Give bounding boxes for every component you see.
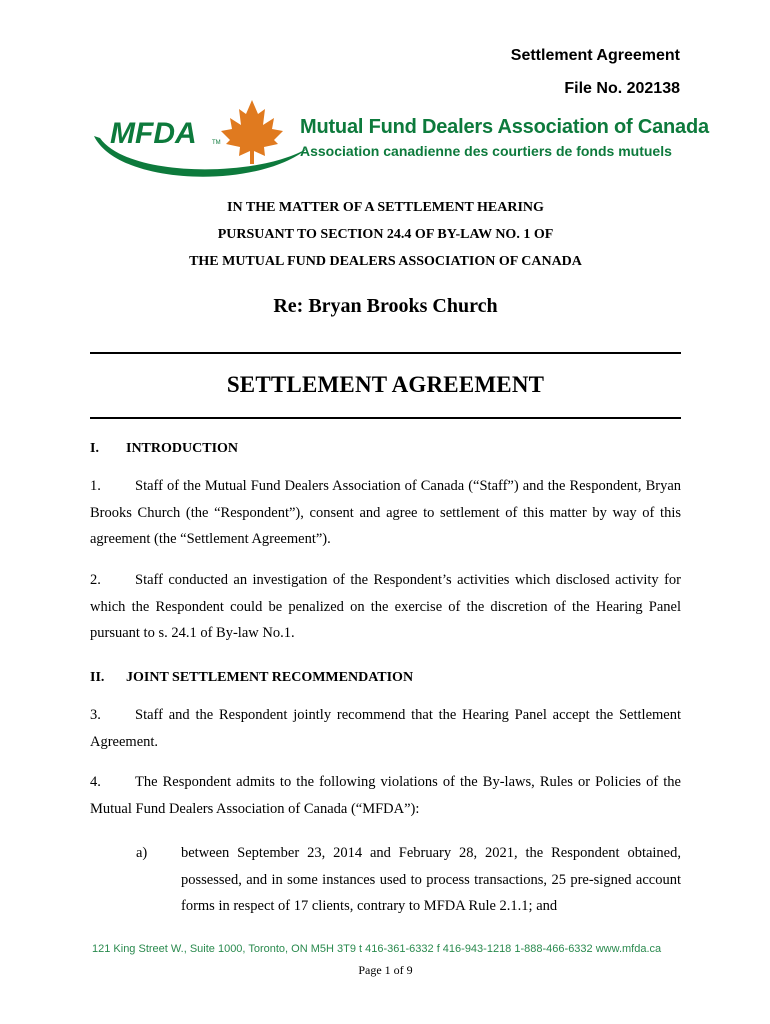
section-heading-joint-settlement [90, 670, 413, 686]
mfda-logo [88, 98, 678, 183]
section-number: II. [90, 670, 105, 685]
footer-contact [92, 943, 678, 955]
footer-telephone: t 416-361-6332 [359, 943, 434, 955]
paragraph-text: Staff of the Mutual Fund Dealers Association of Canada (“Staff”) and the Respondent, Bryan Brooks Church (the “Respondent”), consent and agree to settlement of this matter by way of this agreement (the “Settlement Agreement”). [90, 478, 681, 547]
list-item-text: between September 23, 2014 and February 28, 2021, the Respondent obtained, possessed, and in some instances used to process transactions, 25 pre-signed account forms in respect of 17 clients, contrary to MFDA Rule 2.1.1; and [181, 845, 681, 914]
paragraph-text: Staff conducted an investigation of the Respondent’s activities which disclosed activity for which the Respondent could be penalized on the exercise of the discretion of the Hearing Panel pursuant to s. 24.1 of By-law No.1. [90, 572, 681, 641]
footer-address: 121 King Street W., Suite 1000, Toronto, ON M5H 3T9 [92, 943, 356, 955]
list-item-marker: a) [136, 845, 148, 861]
section-number: I. [90, 441, 99, 456]
matter-line-1: IN THE MATTER OF A SETTLEMENT HEARING [227, 200, 544, 215]
paragraph-number: 4. [90, 774, 101, 790]
footer-tollfree: 1-888-466-6332 [514, 943, 593, 955]
document-header-title: Settlement Agreement [510, 47, 680, 64]
paragraph-number: 1. [90, 478, 101, 494]
paragraph-4 [90, 769, 681, 822]
matter-line-2: PURSUANT TO SECTION 24.4 OF BY-LAW NO. 1 OF [217, 227, 554, 242]
maple-leaf-icon [221, 100, 283, 164]
paragraph-1 [90, 473, 681, 553]
divider-bottom [90, 417, 681, 419]
section-heading-introduction [90, 441, 238, 457]
paragraph-number: 3. [90, 707, 101, 723]
footer-fax: f 416-943-1218 [436, 943, 512, 955]
paragraph-text: Staff and the Respondent jointly recommend that the Hearing Panel accept the Settlement Agreement. [90, 707, 681, 750]
document-title: SETTLEMENT AGREEMENT [226, 372, 545, 397]
paragraph-2 [90, 567, 681, 647]
logo-tm: TM [212, 140, 221, 146]
logo-name-english: Mutual Fund Dealers Association of Canada [300, 116, 709, 138]
paragraph-3 [90, 702, 681, 755]
paragraph-text: The Respondent admits to the following violations of the By-laws, Rules or Policies of the Mutual Fund Dealers Association of Canada (“MFDA”): [90, 774, 681, 817]
logo-acronym: MFDA [110, 117, 197, 150]
divider-top [90, 352, 681, 354]
logo-name-french: Association canadienne des courtiers de fonds mutuels [300, 143, 672, 159]
re-line: Re: Bryan Brooks Church [273, 295, 498, 317]
file-number: File No. 202138 [564, 80, 680, 97]
list-item-a [136, 840, 681, 920]
paragraph-number: 2. [90, 572, 101, 588]
section-title: INTRODUCTION [126, 441, 239, 456]
section-title: JOINT SETTLEMENT RECOMMENDATION [126, 670, 414, 685]
footer-website-link[interactable]: www.mfda.ca [595, 943, 662, 955]
page-number: Page 1 of 9 [358, 963, 413, 977]
matter-line-3: THE MUTUAL FUND DEALERS ASSOCIATION OF CANADA [189, 254, 582, 269]
